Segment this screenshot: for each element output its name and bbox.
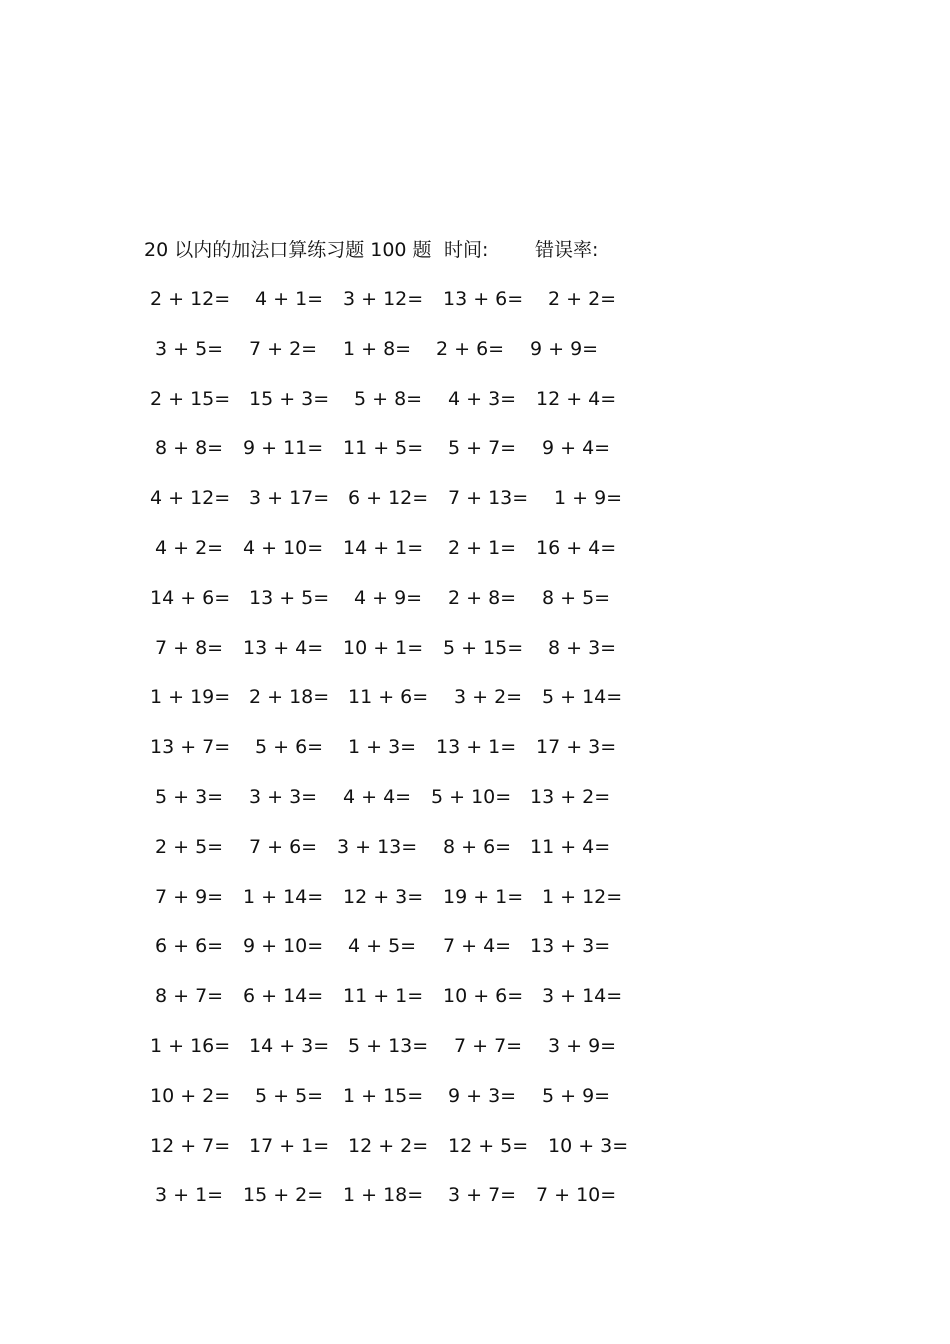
problem-item: 17 + 3= — [536, 736, 617, 759]
problem-item: 8 + 8= — [155, 437, 224, 460]
problem-item: 10 + 2= — [150, 1084, 231, 1107]
problem-item: 13 + 5= — [249, 586, 330, 609]
problem-item: 4 + 12= — [150, 487, 231, 510]
problem-item: 4 + 2= — [155, 536, 224, 559]
problem-item: 4 + 5= — [348, 935, 417, 958]
problem-item: 13 + 4= — [243, 636, 324, 659]
problem-item: 4 + 1= — [255, 288, 324, 310]
problem-item: 12 + 4= — [536, 387, 617, 410]
problem-item: 3 + 2= — [454, 686, 523, 709]
problem-row — [144, 483, 644, 533]
problem-item: 13 + 3= — [530, 935, 611, 958]
problem-item: 5 + 7= — [448, 437, 517, 460]
problem-item: 6 + 14= — [243, 985, 324, 1008]
problem-item: 17 + 1= — [249, 1134, 330, 1157]
problem-item: 7 + 2= — [249, 337, 318, 360]
problem-item: 16 + 4= — [536, 536, 617, 559]
problem-item: 11 + 6= — [348, 686, 429, 709]
problem-item: 4 + 3= — [448, 387, 517, 410]
problem-item: 11 + 5= — [343, 437, 424, 460]
problem-item: 5 + 6= — [255, 736, 324, 759]
problem-row — [144, 284, 644, 334]
problem-item: 5 + 13= — [348, 1034, 429, 1057]
problem-item: 4 + 9= — [354, 586, 423, 609]
problem-item: 1 + 8= — [343, 337, 412, 360]
problem-item: 7 + 13= — [448, 487, 529, 510]
problem-item: 9 + 9= — [530, 337, 599, 360]
problem-item: 1 + 15= — [343, 1084, 424, 1107]
problem-item: 3 + 5= — [155, 337, 224, 360]
problem-item: 1 + 12= — [542, 885, 623, 908]
problem-row — [144, 882, 644, 932]
problem-item: 8 + 3= — [548, 636, 617, 659]
problem-item: 12 + 7= — [150, 1134, 231, 1157]
problem-item: 8 + 6= — [443, 835, 512, 858]
problem-item: 1 + 14= — [243, 885, 324, 908]
problem-row — [144, 981, 644, 1031]
problem-item: 13 + 6= — [443, 288, 524, 310]
problem-row — [144, 533, 644, 583]
problem-row — [144, 832, 644, 882]
worksheet-header — [144, 236, 664, 264]
problem-item: 14 + 6= — [150, 586, 231, 609]
problem-item: 4 + 10= — [243, 536, 324, 559]
worksheet-title: 20 以内的加法口算练习题 100 题 — [144, 239, 432, 261]
problem-row — [144, 633, 644, 683]
problem-item: 15 + 3= — [249, 387, 330, 410]
problem-item: 7 + 8= — [155, 636, 224, 659]
problem-item: 3 + 1= — [155, 1184, 224, 1207]
problem-item: 1 + 16= — [150, 1034, 231, 1057]
problem-item: 2 + 5= — [155, 835, 224, 858]
problem-item: 12 + 5= — [448, 1134, 529, 1157]
problem-item: 2 + 1= — [448, 536, 517, 559]
problem-item: 5 + 3= — [155, 785, 224, 808]
problem-item: 9 + 3= — [448, 1084, 517, 1107]
problem-item: 5 + 15= — [443, 636, 524, 659]
problem-row — [144, 433, 644, 483]
problem-item: 5 + 10= — [431, 785, 512, 808]
problem-item: 11 + 1= — [343, 985, 424, 1008]
problem-item: 3 + 13= — [337, 835, 418, 858]
problem-item: 3 + 3= — [249, 785, 318, 808]
problem-row — [144, 1081, 644, 1131]
problem-row — [144, 732, 644, 782]
problem-item: 13 + 7= — [150, 736, 231, 759]
problem-item: 7 + 9= — [155, 885, 224, 908]
problem-item: 8 + 7= — [155, 985, 224, 1008]
problem-item: 5 + 8= — [354, 387, 423, 410]
problem-row — [144, 1131, 644, 1181]
problem-item: 7 + 6= — [249, 835, 318, 858]
problem-item: 6 + 12= — [348, 487, 429, 510]
problem-item: 8 + 5= — [542, 586, 611, 609]
problem-item: 6 + 6= — [155, 935, 224, 958]
problem-item: 2 + 18= — [249, 686, 330, 709]
problem-item: 3 + 17= — [249, 487, 330, 510]
problem-item: 9 + 4= — [542, 437, 611, 460]
problem-row — [144, 782, 644, 832]
problem-item: 3 + 9= — [548, 1034, 617, 1057]
problem-item: 3 + 12= — [343, 288, 424, 310]
problem-row — [144, 1180, 644, 1230]
problem-item: 9 + 10= — [243, 935, 324, 958]
problem-item: 2 + 8= — [448, 586, 517, 609]
problem-item: 1 + 18= — [343, 1184, 424, 1207]
problem-item: 14 + 1= — [343, 536, 424, 559]
problem-row — [144, 682, 644, 732]
problem-item: 5 + 5= — [255, 1084, 324, 1107]
problem-grid — [144, 284, 644, 1230]
problem-item: 5 + 14= — [542, 686, 623, 709]
problem-row — [144, 583, 644, 633]
problem-item: 12 + 3= — [343, 885, 424, 908]
problem-item: 9 + 11= — [243, 437, 324, 460]
problem-row — [144, 1031, 644, 1081]
problem-item: 1 + 19= — [150, 686, 231, 709]
problem-item: 5 + 9= — [542, 1084, 611, 1107]
problem-item: 2 + 2= — [548, 288, 617, 310]
problem-row — [144, 384, 644, 434]
problem-item: 10 + 6= — [443, 985, 524, 1008]
problem-item: 13 + 1= — [436, 736, 517, 759]
problem-item: 7 + 10= — [536, 1184, 617, 1207]
problem-item: 1 + 3= — [348, 736, 417, 759]
problem-item: 4 + 4= — [343, 785, 412, 808]
problem-item: 2 + 15= — [150, 387, 231, 410]
problem-item: 11 + 4= — [530, 835, 611, 858]
problem-item: 1 + 9= — [554, 487, 623, 510]
error-rate-label: 错误率: — [535, 239, 599, 261]
problem-item: 19 + 1= — [443, 885, 524, 908]
problem-item: 3 + 7= — [448, 1184, 517, 1207]
time-label: 时间: — [444, 239, 489, 261]
problem-item: 3 + 14= — [542, 985, 623, 1008]
problem-item: 7 + 7= — [454, 1034, 523, 1057]
problem-item: 10 + 1= — [343, 636, 424, 659]
problem-row — [144, 931, 644, 981]
problem-item: 15 + 2= — [243, 1184, 324, 1207]
problem-item: 13 + 2= — [530, 785, 611, 808]
problem-item: 2 + 12= — [150, 288, 231, 310]
problem-item: 14 + 3= — [249, 1034, 330, 1057]
problem-item: 2 + 6= — [436, 337, 505, 360]
problem-item: 7 + 4= — [443, 935, 512, 958]
problem-item: 12 + 2= — [348, 1134, 429, 1157]
problem-item: 10 + 3= — [548, 1134, 629, 1157]
problem-row — [144, 334, 644, 384]
